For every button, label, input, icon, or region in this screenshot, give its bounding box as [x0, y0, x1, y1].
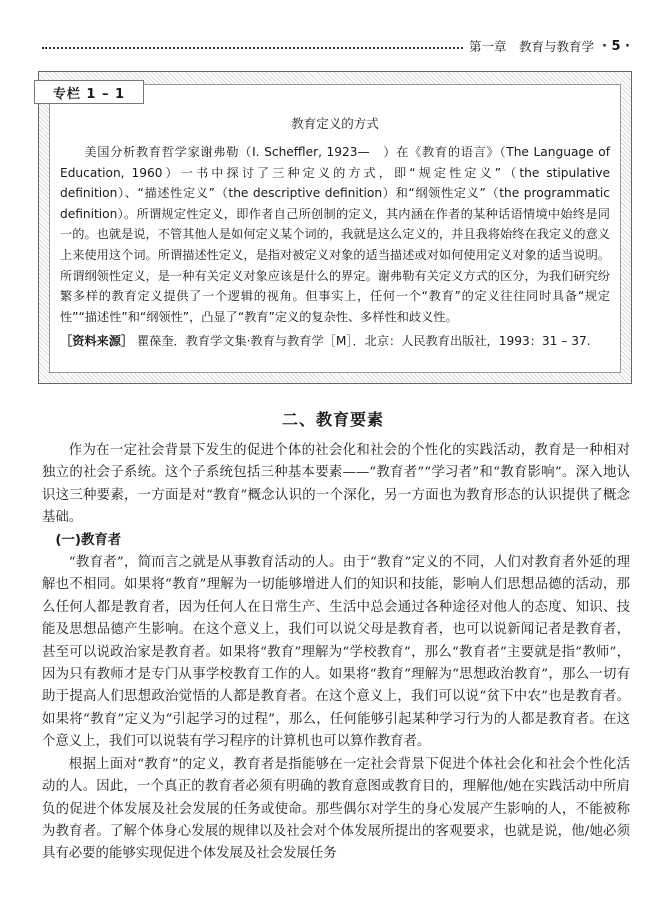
paragraph-educator-role: 根据上面对“教育”的定义，教育者是指能够在一定社会背景下促进个体社会化和社会个性化活动的人。因此，一个真正的教育者必须有明确的教育意图或教育目的，理解他/她在实践活动中所肩负的促进个体发展及社会发展的任务或使命。那些偶尔对学生的身心发展产生影响的人，不能被称为教育者。了解个体身心发展的规律以及社会对个体发展所提出的客观要求，也就是说，他/她必须具有必要的能够实现促进个体发展及社会发展任务 — [42, 756, 630, 862]
column-tab-label: 专栏 1 – 1 — [34, 80, 144, 104]
paragraph-educator-definition: “教育者”，简而言之就是从事教育活动的人。由于“教育”定义的不同，人们对教育者外延的理解也不相同。如果将“教育”理解为一切能够增进人们的知识和技能，影响人们思想品德的活动，那么任何人都是教育者，因为任何人在日常生产、生活中总会通过各种途径对他人的态度、知识、技能及思想品德产生影响。在这个意义上，我们可以说父母是教育者，也可以说新闻记者是教育者，甚至可以说政治家是教育者。如果将“教育”理解为“学校教育”，那么“教育者”主要就是指“教师”，因为只有教师才是专门从事学校教育工作的人。如果将“教育”理解为“思想政治教育”，那么一切有助于提高人们思想政治觉悟的人都是教育者。在这个意义上，我们可以说“贫下中农”也是教育者。如果将“教育”定义为“引起学习的过程”，那么，任何能够引起某种学习行为的人都是教育者。在这个意义上，我们可以说装有学习程序的计算机也可以算作教育者。 — [42, 555, 630, 750]
column-source — [60, 331, 610, 351]
column-content — [60, 114, 610, 351]
section-heading: 二、教育要素 — [281, 410, 384, 429]
header-dotted-rule — [42, 47, 463, 49]
page-number: · 5 · — [602, 38, 630, 54]
column-body: 美国分析教育哲学家谢弗勒（I. Scheffler, 1923— ）在《教育的语言》（The Language of Education, 1960）一书中探讨了三种定义的方式，即“规定性定义”（the stipulative definition）、“描述性定义”（the descriptive definition）和“纲领性定义”（the programmatic definition）。所谓规定性定义，即作者自己所创制的定义，其内涵在作者的某种话语情境中始终是同一的。也就是说，不管其他人是如何定义某个词的，我就是这么定义的，并且我将始终在我定义的意义上来使用这个词。所谓描述性定义，是指对被定义对象的适当描述或对如何使用定义对象的适当说明。所谓纲领性定义，是一种有关定义对象应该是什么的界定。谢弗勒有关定义方式的区分，为我们研究纷繁多样的教育定义提供了一个逻辑的视角。但事实上，任何一个“教育”的定义往往同时具备“规定性”“描述性”和“纲领性”，凸显了“教育”定义的复杂性、多样性和歧义性。 — [60, 145, 610, 324]
chapter-title: 第一章 教育与教育学 — [469, 39, 595, 54]
intro-paragraph: 作为在一定社会背景下发生的促进个体的社会化和社会的个性化的实践活动，教育是一种相对独立的社会子系统。这个子系统包括三种基本要素——“教育者”“学习者”和“教育影响”。深入地认识这三种要素，一方面是对“教育”概念认识的一个深化，另一方面也为教育形态的认识提供了概念基础。 — [42, 443, 630, 526]
subsection-heading: (一)教育者 — [55, 532, 122, 548]
main-text — [42, 440, 630, 866]
column-title: 教育定义的方式 — [291, 116, 379, 131]
source-label: ［资料来源］ — [60, 334, 134, 349]
running-header — [42, 36, 630, 56]
source-citation: 瞿葆奎．教育学文集·教育与教育学［M］．北京：人民教育出版社，1993：31 – 37. — [137, 334, 591, 349]
